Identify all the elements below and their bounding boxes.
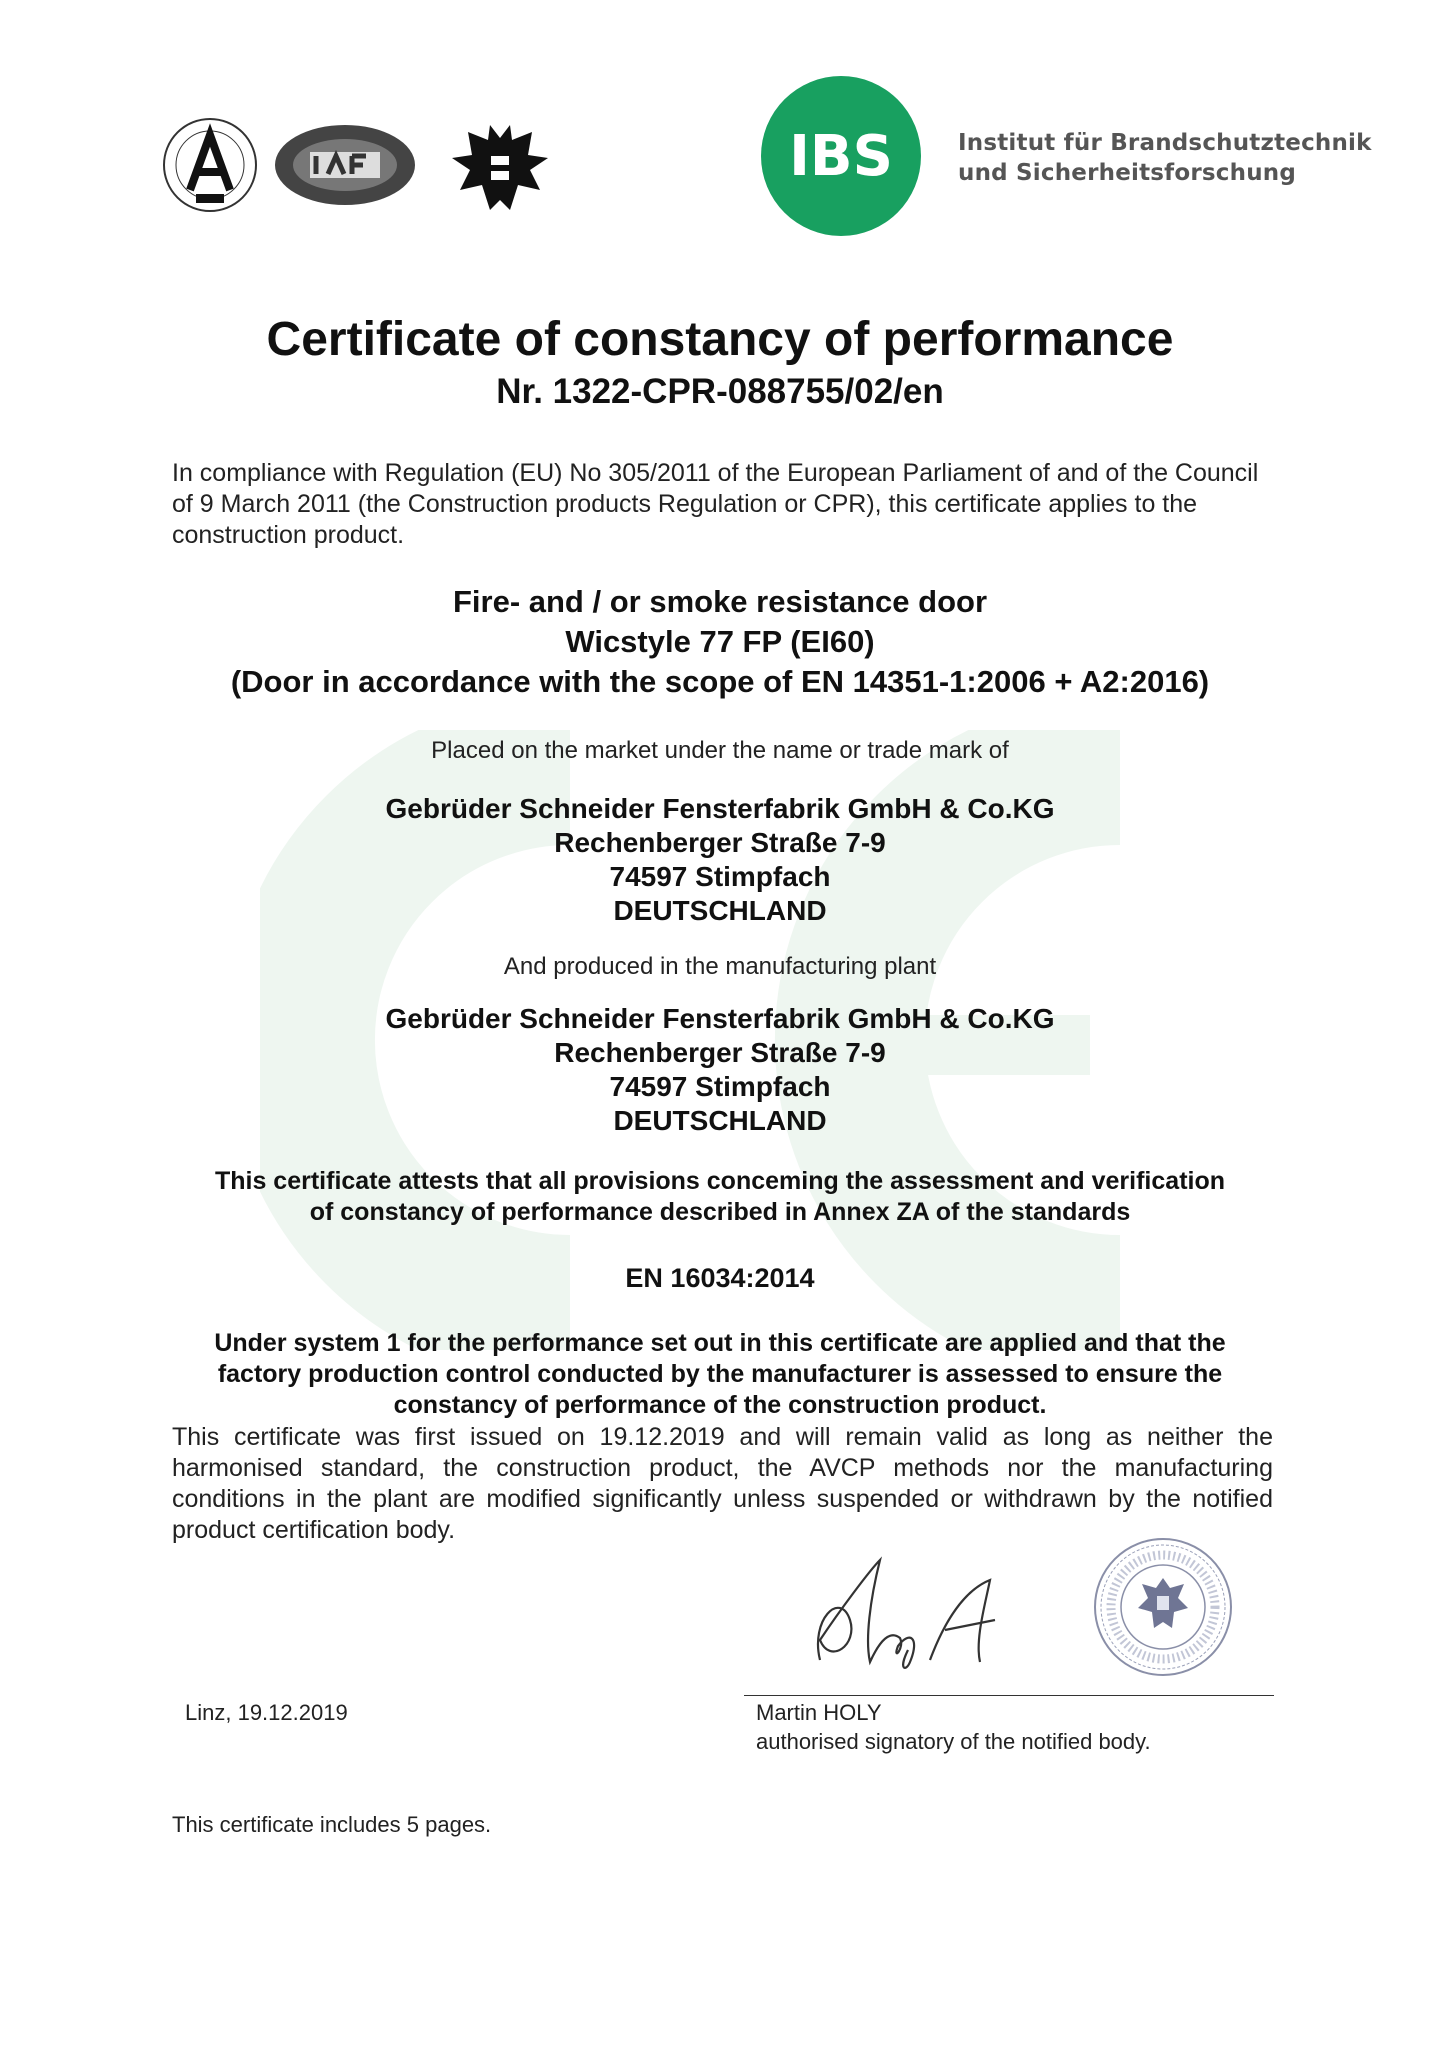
holder-city: 74597 Stimpfach: [609, 861, 831, 892]
institute-line-2: und Sicherheitsforschung: [958, 160, 1297, 186]
ibs-logo-text: IBS: [789, 124, 893, 189]
iaf-mla-logo-icon: [275, 125, 415, 205]
signatory-role: authorised signatory of the notified body.: [756, 1729, 1151, 1754]
accreditation-austria-seal-icon: [164, 119, 256, 211]
place-date: Linz, 19.12.2019: [185, 1700, 348, 1725]
market-label: Placed on the market under the name or trade mark of: [431, 737, 1009, 764]
certificate-title: Certificate of constancy of performance: [266, 313, 1174, 366]
holder-address: [0, 792, 1440, 928]
product-description: [0, 582, 1440, 702]
pages-note: This certificate includes 5 pages.: [172, 1812, 492, 1837]
handwritten-signature-icon: [780, 1550, 1020, 1680]
plant-label: And produced in the manufacturing plant: [503, 953, 937, 980]
plant-address: [0, 1002, 1440, 1138]
system-line-3: constancy of performance of the construction product.: [393, 1391, 1047, 1419]
accreditation-logos: [160, 110, 560, 220]
official-round-stamp-icon: [1092, 1536, 1234, 1678]
plant-country: DEUTSCHLAND: [613, 1105, 827, 1136]
standard-reference: EN 16034:2014: [625, 1263, 815, 1293]
system-line-1: Under system 1 for the performance set out in this certificate are applied and that the: [214, 1329, 1226, 1357]
austrian-eagle-icon: [452, 125, 548, 210]
holder-country: DEUTSCHLAND: [613, 895, 827, 926]
attest-line-2: of constancy of performance described in Annex ZA of the standards: [309, 1198, 1131, 1226]
attest-statement: [150, 1166, 1290, 1228]
institute-line-1: Institut für Brandschutztechnik: [958, 130, 1372, 156]
validity-paragraph: This certificate was first issued on 19.12.2019 and will remain valid as long as neither the harmonised standard, the construction product, the AVCP methods nor the manufacturing conditions in the plant are modified significantly unless suspended or withdrawn by the notified product certification body.: [172, 1423, 1273, 1544]
signature-line: [744, 1695, 1274, 1696]
intro-paragraph: In compliance with Regulation (EU) No 305/2011 of the European Parliament of and of the Council of 9 March 2011 (the Construction products Regulation or CPR), this certificate applies to the construction product.: [172, 459, 1259, 549]
product-line-1: Fire- and / or smoke resistance door: [452, 584, 988, 619]
holder-street: Rechenberger Straße 7-9: [554, 827, 886, 858]
plant-name: Gebrüder Schneider Fensterfabrik GmbH & Co.KG: [385, 1003, 1055, 1034]
product-line-2: Wicstyle 77 FP (EI60): [565, 624, 875, 659]
plant-street: Rechenberger Straße 7-9: [554, 1037, 886, 1068]
plant-city: 74597 Stimpfach: [609, 1071, 831, 1102]
certificate-number: Nr. 1322-CPR-088755/02/en: [496, 372, 944, 411]
institute-name: [958, 128, 1372, 188]
attest-line-1: This certificate attests that all provisions conceming the assessment and verification: [214, 1167, 1226, 1195]
product-line-3: (Door in accordance with the scope of EN 14351-1:2006 + A2:2016): [230, 664, 1210, 699]
signatory-name: Martin HOLY: [756, 1700, 882, 1725]
holder-name: Gebrüder Schneider Fensterfabrik GmbH & Co.KG: [385, 793, 1055, 824]
ibs-logo-icon: [760, 75, 922, 237]
system-statement: [150, 1328, 1290, 1421]
system-line-2: factory production control conducted by the manufacturer is assessed to ensure the: [217, 1360, 1223, 1388]
